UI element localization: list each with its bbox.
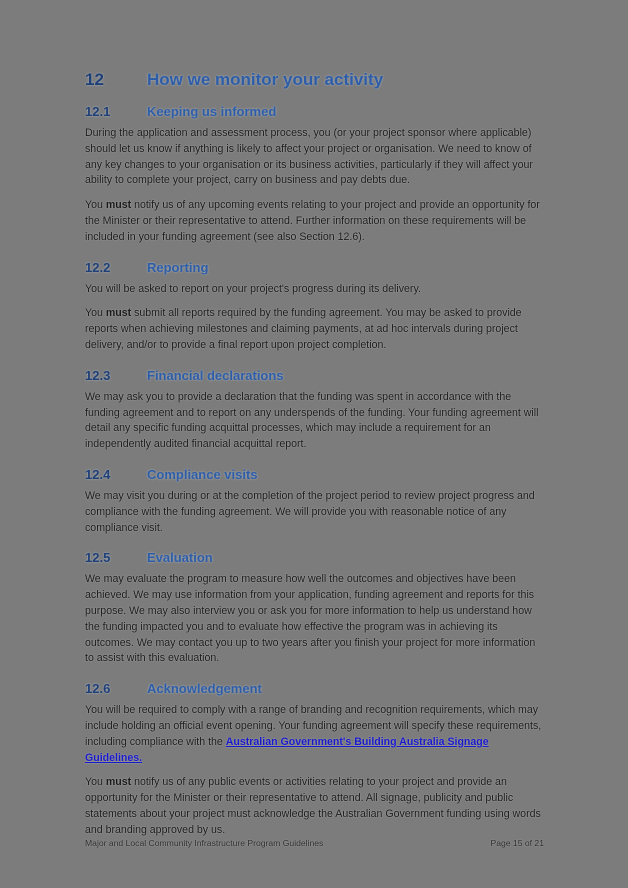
section-title: Reporting <box>147 259 209 275</box>
body-paragraph <box>85 572 544 667</box>
body-paragraph <box>85 126 544 189</box>
body-paragraph <box>85 775 544 838</box>
document-section <box>85 368 544 453</box>
section-heading <box>85 260 544 275</box>
body-paragraph <box>85 198 544 245</box>
bold-text: must <box>105 199 132 212</box>
document-section <box>85 260 544 354</box>
section-heading <box>85 467 544 482</box>
text-run: notify us of any public events or activities relating to your project and provide an opportunity for the Minister or their representative to attend. All signage, publicity and public statements about your project must acknowledge the Australian Government funding using words and branding approved by us. <box>85 776 541 836</box>
section-title: Evaluation <box>147 550 213 566</box>
text-run: submit all reports required by the funding agreement. You may be asked to provide reports when achieving milestones and claiming payments, at ad hoc intervals during project delivery, and/or to provide a final report upon project completion. <box>85 307 522 351</box>
body-paragraph <box>85 489 544 536</box>
text-run: We may ask you to provide a declaration that the funding was spent in accordance with the funding agreement and to report on any underspends of the funding. Your funding agreement will detail any specific funding acquittal processes, which may include a requirement for an independently audited financial acquittal report. <box>85 390 539 451</box>
signage-guidelines-link[interactable]: Australian Government's Building Australia Signage Guidelines. <box>85 735 489 764</box>
page-footer <box>85 838 544 848</box>
sections-container <box>85 104 544 839</box>
section-heading <box>85 104 544 119</box>
section-number: 12.4 <box>85 466 111 482</box>
section-title: Financial declarations <box>147 367 284 383</box>
section-heading <box>85 368 544 383</box>
section-title: Acknowledgement <box>147 681 262 697</box>
section-number: 12.5 <box>85 550 111 566</box>
body-paragraph <box>85 282 544 298</box>
chapter-number: 12 <box>85 70 104 89</box>
text-run: You will be required to comply with a range of branding and recognition requirements, which may include holding an official event opening. Your funding agreement will specify these requirements, including compliance with the <box>85 704 542 748</box>
text-run: We may visit you during or at the completion of the project period to review project progress and compliance with the funding agreement. We will provide you with reasonable notice of any compliance visit. <box>85 489 535 534</box>
text-run: You <box>85 199 106 212</box>
document-section <box>85 467 544 536</box>
body-paragraph <box>85 390 544 453</box>
section-number: 12.2 <box>85 259 111 275</box>
section-heading <box>85 681 544 696</box>
document-section <box>85 104 544 246</box>
text-run: During the application and assessment process, you (or your project sponsor where applicable) should let us know if anything is likely to affect your project or organisation. We need to know of any key changes to your organisation or its business activities, particularly if they will affect your ability to complete your project, carry on business and pay debts due. <box>85 127 533 187</box>
section-title: Compliance visits <box>147 466 258 482</box>
bold-text: must <box>105 307 132 320</box>
bold-text: must <box>105 776 132 789</box>
footer-page-number: Page 15 of 21 <box>490 838 544 848</box>
chapter-title: How we monitor your activity <box>147 70 384 89</box>
text-run: You will be asked to report on your project's progress during its delivery. <box>85 282 421 295</box>
section-heading <box>85 550 544 565</box>
body-paragraph <box>85 306 544 353</box>
section-number: 12.1 <box>85 104 111 119</box>
text-run: notify us of any upcoming events relating to your project and provide an opportunity for the Minister or their representative to attend. Further information on these requirements will be included in your funding agreement (see also Section 12.6). <box>85 199 540 243</box>
document-section <box>85 681 544 838</box>
document-section <box>85 550 544 667</box>
document-content <box>85 70 544 848</box>
chapter-heading <box>85 70 544 90</box>
body-paragraph <box>85 703 544 766</box>
text-run: You <box>85 307 106 320</box>
footer-document-title: Major and Local Community Infrastructure Program Guidelines <box>85 838 324 848</box>
section-title: Keeping us informed <box>147 104 277 119</box>
text-run: You <box>85 776 106 789</box>
text-run: We may evaluate the program to measure how well the outcomes and objectives have been achieved. We may use information from your application, funding agreement and reports for this purpose. We may also interview you or ask you for more information to help us understand how the funding impacted you and to evaluate how effective the program was in achieving its outcomes. We may contact you up to two years after you finish your project for more information to assist with this evaluation. <box>85 573 536 665</box>
section-number: 12.3 <box>85 367 111 383</box>
section-number: 12.6 <box>85 681 111 697</box>
